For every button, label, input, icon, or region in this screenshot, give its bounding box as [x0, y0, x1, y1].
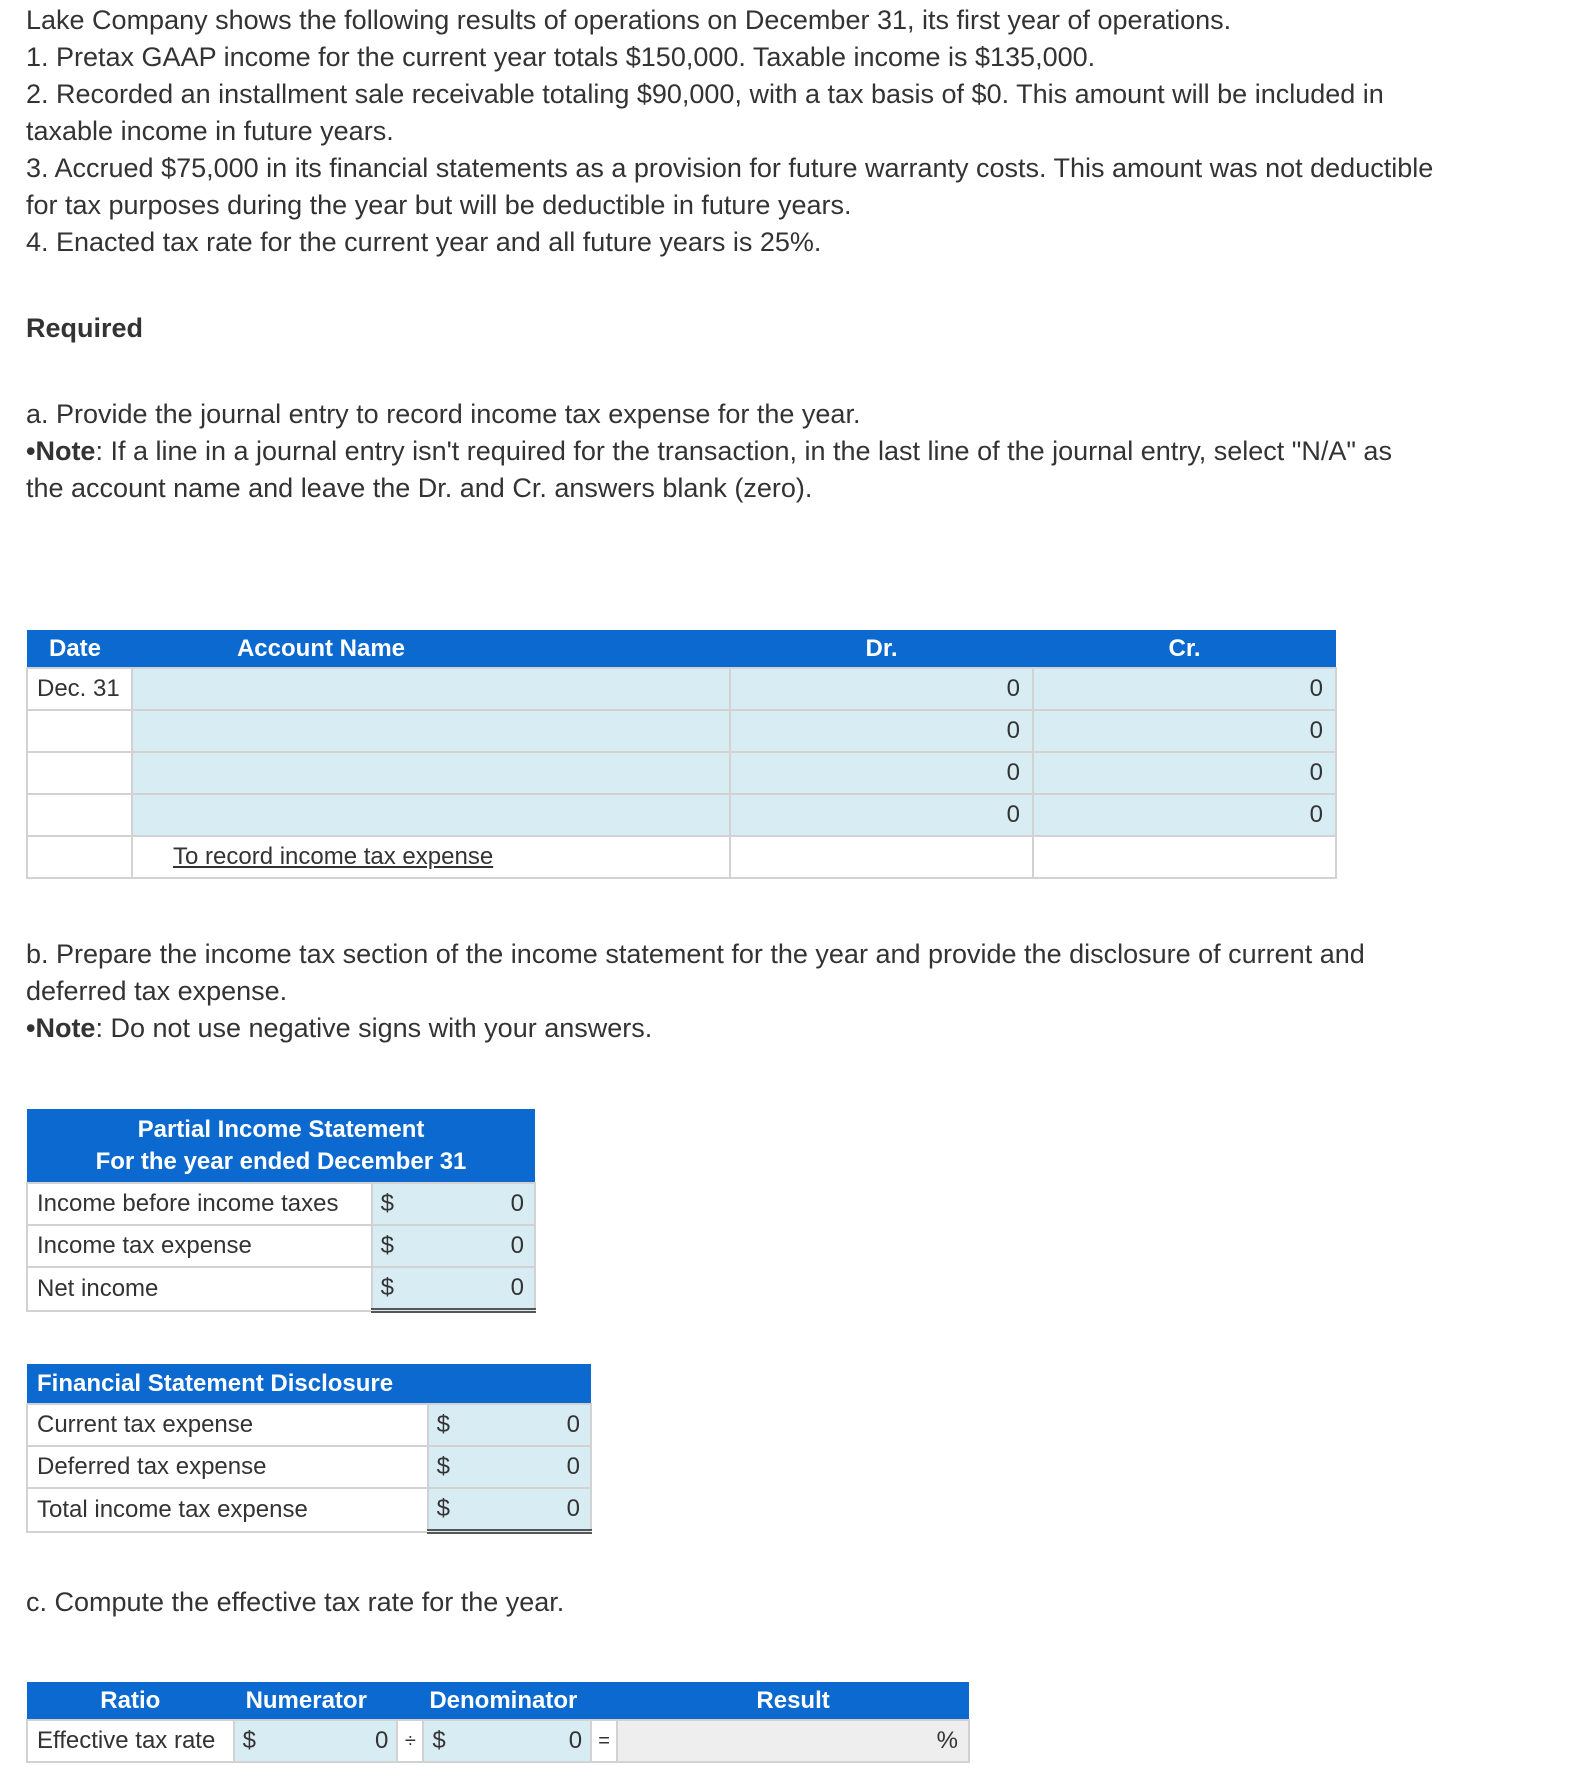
amount-input[interactable]: 0	[510, 1274, 524, 1301]
row-label: Deferred tax expense	[27, 1446, 428, 1488]
ratio-label: Effective tax rate	[27, 1720, 234, 1762]
amount-input[interactable]: 0	[566, 1411, 580, 1438]
date-cell	[27, 710, 132, 752]
part-a-text: a. Provide the journal entry to record income tax expense for the year.	[26, 399, 861, 429]
memo-link[interactable]: To record income tax expense	[173, 843, 494, 870]
memo-date-cell	[27, 836, 132, 878]
date-cell: Dec. 31	[27, 668, 132, 710]
currency-symbol: $	[380, 1274, 394, 1301]
equals-sign: =	[591, 1720, 617, 1762]
amount-input[interactable]: 0	[510, 1232, 524, 1259]
account-select[interactable]	[132, 794, 730, 836]
part-b-text-line2: deferred tax expense.	[26, 976, 288, 1006]
currency-symbol: $	[432, 1727, 446, 1754]
amount-cell	[372, 1267, 535, 1311]
intro-line-4: 4. Enacted tax rate for the current year and all future years is 25%.	[26, 227, 822, 257]
denominator-input[interactable]: 0	[568, 1727, 583, 1754]
numerator-input[interactable]: 0	[374, 1727, 389, 1754]
header-ratio: Ratio	[27, 1682, 234, 1720]
account-select[interactable]	[132, 752, 730, 794]
note-label: •Note	[26, 436, 96, 466]
disclosure-title: Financial Statement Disclosure	[27, 1364, 591, 1404]
note-label: •Note	[26, 1013, 96, 1043]
part-b-text-line1: b. Prepare the income tax section of the income statement for the year and provide the disclosure of current and	[26, 939, 1365, 969]
part-a-note-line2: the account name and leave the Dr. and Cr. answers blank (zero).	[26, 473, 813, 503]
currency-symbol: $	[380, 1232, 394, 1259]
dr-input[interactable]: 0	[730, 794, 1033, 836]
journal-row	[27, 752, 1336, 794]
journal-row	[27, 710, 1336, 752]
note-text: : If a line in a journal entry isn't required for the transaction, in the last line of the journal entry, select "N/A" as	[95, 436, 1392, 466]
dr-input[interactable]: 0	[730, 710, 1033, 752]
row-label: Net income	[27, 1267, 372, 1311]
financial-statement-disclosure	[26, 1364, 592, 1534]
header-date: Date	[27, 630, 132, 668]
disclosure-row	[27, 1404, 591, 1446]
row-label: Income before income taxes	[27, 1183, 372, 1225]
statement-row	[27, 1267, 535, 1311]
statement-subtitle: For the year ended December 31	[27, 1145, 535, 1183]
part-c-text: c. Compute the effective tax rate for the year.	[26, 1587, 565, 1617]
memo-cell	[132, 836, 730, 878]
percent-sign: %	[936, 1727, 958, 1754]
amount-cell	[428, 1446, 591, 1488]
intro-line-3a: 3. Accrued $75,000 in its financial statements as a provision for future warranty costs. This amount was not deductible	[26, 153, 1434, 183]
numerator-cell	[234, 1720, 398, 1762]
journal-row	[27, 794, 1336, 836]
date-cell	[27, 752, 132, 794]
account-select[interactable]	[132, 668, 730, 710]
currency-symbol: $	[436, 1453, 450, 1480]
disclosure-row	[27, 1488, 591, 1532]
currency-symbol: $	[242, 1727, 256, 1754]
currency-symbol: $	[380, 1190, 394, 1217]
intro-line-2b: taxable income in future years.	[26, 116, 394, 146]
amount-input[interactable]: 0	[566, 1453, 580, 1480]
disclosure-row	[27, 1446, 591, 1488]
journal-entry-table	[26, 630, 1337, 879]
intro-line-0: Lake Company shows the following results of operations on December 31, its first year of operations.	[26, 5, 1232, 35]
intro-line-3b: for tax purposes during the year but will be deductible in future years.	[26, 190, 852, 220]
row-label: Income tax expense	[27, 1225, 372, 1267]
account-select[interactable]	[132, 710, 730, 752]
date-cell	[27, 794, 132, 836]
intro-line-2a: 2. Recorded an installment sale receivable totaling $90,000, with a tax basis of $0. This amount will be included in	[26, 79, 1384, 109]
part-a-note-line1	[26, 430, 1392, 472]
dr-input[interactable]: 0	[730, 668, 1033, 710]
statement-row	[27, 1225, 535, 1267]
currency-symbol: $	[436, 1411, 450, 1438]
result-cell	[617, 1720, 969, 1762]
row-label: Total income tax expense	[27, 1488, 428, 1532]
header-account-name: Account Name	[132, 630, 730, 668]
part-b-note	[26, 1007, 652, 1049]
ratio-row	[27, 1720, 969, 1762]
denominator-cell	[423, 1720, 591, 1762]
header-dr: Dr.	[730, 630, 1033, 668]
amount-cell	[372, 1183, 535, 1225]
cr-input[interactable]: 0	[1033, 710, 1336, 752]
amount-input[interactable]: 0	[510, 1190, 524, 1217]
amount-cell	[428, 1488, 591, 1532]
row-label: Current tax expense	[27, 1404, 428, 1446]
intro-line-1: 1. Pretax GAAP income for the current year totals $150,000. Taxable income is $135,000.	[26, 42, 1096, 72]
dr-input[interactable]: 0	[730, 752, 1033, 794]
required-heading: Required	[26, 313, 144, 343]
divide-sign: ÷	[397, 1720, 423, 1762]
partial-income-statement	[26, 1109, 536, 1313]
currency-symbol: $	[436, 1495, 450, 1522]
memo-dr-cell	[730, 836, 1033, 878]
header-numerator: Numerator	[234, 1682, 424, 1720]
statement-title: Partial Income Statement	[27, 1109, 535, 1145]
header-denominator: Denominator	[423, 1682, 617, 1720]
statement-row	[27, 1183, 535, 1225]
amount-cell	[428, 1404, 591, 1446]
journal-row	[27, 668, 1336, 710]
amount-input[interactable]: 0	[566, 1495, 580, 1522]
cr-input[interactable]: 0	[1033, 668, 1336, 710]
memo-cr-cell	[1033, 836, 1336, 878]
effective-tax-rate-table	[26, 1682, 970, 1763]
header-cr: Cr.	[1033, 630, 1336, 668]
amount-cell	[372, 1225, 535, 1267]
cr-input[interactable]: 0	[1033, 794, 1336, 836]
note-text: : Do not use negative signs with your answers.	[95, 1013, 653, 1043]
header-result: Result	[617, 1682, 969, 1720]
memo-row	[27, 836, 1336, 878]
cr-input[interactable]: 0	[1033, 752, 1336, 794]
